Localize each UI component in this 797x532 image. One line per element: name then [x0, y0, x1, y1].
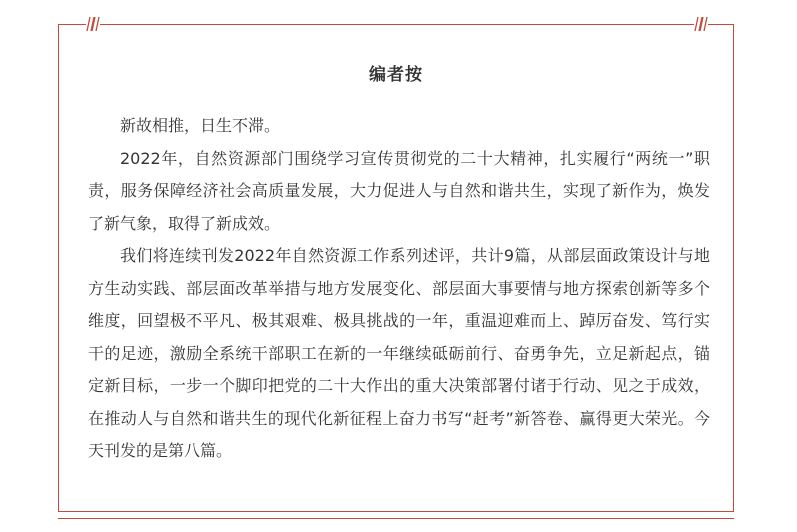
- left-quote-mark-icon: [86, 14, 100, 34]
- right-quote-mark-icon: [694, 14, 708, 34]
- bottom-divider: [58, 518, 734, 519]
- editor-note-body: [88, 110, 710, 468]
- page-title: 编者按: [369, 65, 423, 85]
- paragraph-3: 我们将连续刊发2022年自然资源工作系列述评，共计9篇，从部层面政策设计与地方生动实践、部层面改革举措与地方发展变化、部层面大事要情与地方探索创新等多个维度，回望极不平凡、极其艰难、极具挑战的一年，重温迎难而上、踔厉奋发、笃行实干的足迹，激励全系统干部职工在新的一年继续砥砺前行、奋勇争先，立足新起点，锚定新目标，一步一个脚印把党的二十大作出的重大决策部署付诸于行动、见之于成效，在推动人与自然和谐共生的现代化新征程上奋力书写“赶考”新答卷、赢得更大荣光。今天刊发的是第八篇。: [88, 246, 710, 460]
- paragraph-1: 新故相推，日生不滞。: [120, 116, 281, 135]
- paragraph-2: 2022年，自然资源部门围绕学习宣传贯彻党的二十大精神，扎实履行“两统一”职责，服务保障经济社会高质量发展，大力促进人与自然和谐共生，实现了新作为，焕发了新气象，取得了新成效。: [88, 148, 710, 233]
